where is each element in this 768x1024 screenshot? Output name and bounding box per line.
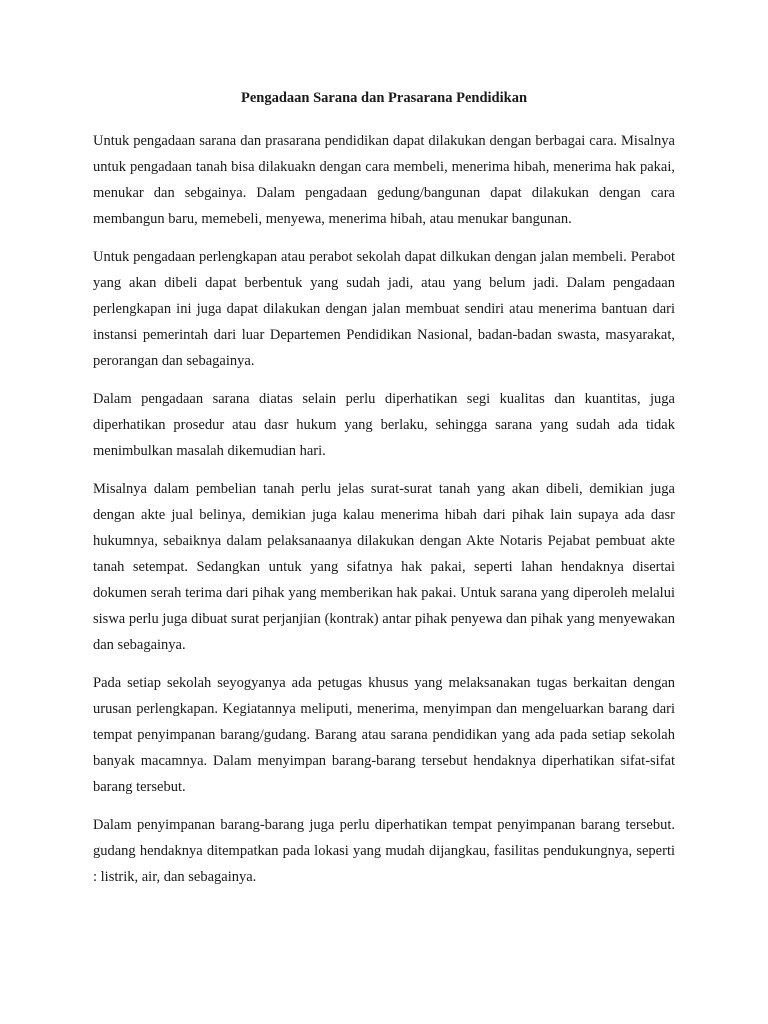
document-title: Pengadaan Sarana dan Prasarana Pendidikan <box>240 90 528 106</box>
document-paragraph-2: Untuk pengadaan perlengkapan atau perabot sekolah dapat dilkukan dengan jalan membeli. Perabot yang akan dibeli dapat berbentuk yang sudah jadi, atau yang belum jadi. Dalam pengadaan perlengkapan ini juga dapat dilakukan dengan jalan membuat sendiri atau menerima bantuan dari instansi pemerintah dari luar Departemen Pendidikan Nasional, badan-badan swasta, masyarakat, perorangan dan sebagainya. <box>93 249 675 369</box>
document-paragraph-5: Pada setiap sekolah seyogyanya ada petugas khusus yang melaksanakan tugas berkaitan dengan urusan perlengkapan. Kegiatannya meliputi, menerima, menyimpan dan mengeluarkan barang dari tempat penyimpanan barang/gudang. Barang atau sarana pendidikan yang ada pada setiap sekolah banyak macamnya. Dalam menyimpan barang-barang tersebut hendaknya diperhatikan sifat-sifat barang tersebut. <box>93 675 675 795</box>
document-paragraph-6: Dalam penyimpanan barang-barang juga perlu diperhatikan tempat penyimpanan barang tersebut. gudang hendaknya ditempatkan pada lokasi yang mudah dijangkau, fasilitas pendukungnya, seperti : listrik, air, dan sebagainya. <box>93 817 675 885</box>
document-paragraph-1: Untuk pengadaan sarana dan prasarana pendidikan dapat dilakukan dengan berbagai cara. Misalnya untuk pengadaan tanah bisa dilakuakn dengan cara membeli, menerima hibah, menerima hak pakai, menukar dan sebgainya. Dalam pengadaan gedung/bangunan dapat dilakukan dengan cara membangun baru, memebeli, menyewa, menerima hibah, atau menukar bangunan. <box>93 133 675 227</box>
document-paragraph-3: Dalam pengadaan sarana diatas selain perlu diperhatikan segi kualitas dan kuantitas, juga diperhatikan prosedur atau dasr hukum yang berlaku, sehingga sarana yang sudah ada tidak menimbulkan masalah dikemudian hari. <box>93 391 675 459</box>
document-paragraph-4: Misalnya dalam pembelian tanah perlu jelas surat-surat tanah yang akan dibeli, demikian juga dengan akte jual belinya, demikian juga kalau menerima hibah dari pihak lain supaya ada dasr hukumnya, sebaiknya dalam pelaksanaanya dilakukan dengan Akte Notaris Pejabat pembuat akte tanah setempat. Sedangkan untuk yang sifatnya hak pakai, seperti lahan hendaknya disertai dokumen serah terima dari pihak yang memberikan hak pakai. Untuk sarana yang diperoleh melalui siswa perlu juga dibuat surat perjanjian (kontrak) antar pihak penyewa dan pihak yang menyewakan dan sebagainya. <box>93 481 675 653</box>
